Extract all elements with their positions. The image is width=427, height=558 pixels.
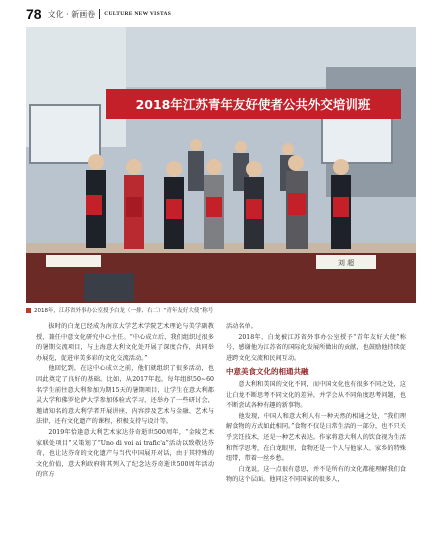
event-photo xyxy=(26,27,416,303)
table-sign-left xyxy=(46,255,101,267)
caption-bullet xyxy=(26,308,31,313)
paragraph: 意大利和美国的文化不同，而中国文化也有很多不同之处，这让白龙不断思考不同文化的差异，并学会从不同角度思考问题，也不断尝试各种有趣的新事物。 xyxy=(226,380,406,410)
header-divider xyxy=(99,9,100,19)
left-column xyxy=(36,322,214,481)
photo-scene xyxy=(26,27,416,303)
page-number: 78 xyxy=(26,6,42,22)
paragraph: 活动名单。 xyxy=(226,323,257,330)
projection-screen-left xyxy=(30,105,100,163)
right-column xyxy=(226,322,406,486)
paragraph: 2018年，白龙被江苏省外事办公室授予“青年友好大使”称号，感谢他为江苏省的国际化发展所做出的贡献，也鼓励他持续促进跨文化交流和民间互动。 xyxy=(226,333,406,362)
paragraph: 拔时的白龙已经成为南京大学艺术学院艺术理论与美学副教授，兼任中意文化研究中心主任。“中心成立后，我们组织过很多的暑期交流项目，与上海意大利文化处开展了深度合作，共同举办展览，促进审美多彩的文化交流活动。” xyxy=(36,323,214,362)
page-header xyxy=(26,4,407,24)
table-sign-text: 刘 超 xyxy=(337,259,355,267)
section-title: 文化 · 新画卷 xyxy=(47,9,96,19)
paragraph: 他回忆到，在这中心成立之前，他们就组织了很多活动，也因此奠定了良好的基础。比如，从2017年起，每年组织50~60名学生前往意大利参加为期15天的暑期项目，让学生在意大利都灵大学和佛罗伦萨大学参加体验式学习，还举办了一些研讨会，邀请知名的意大利学者开展讲座，内容涉及艺术与金融、艺术与法律，还有文化遗产的课程，积极支持与设计等。 xyxy=(36,365,214,426)
section-heading: 中意美食文化的相通共融 xyxy=(226,367,309,377)
paragraph: 白龙说，这一点很有意思，并不是所有的文化都能理解我们食物的这个层面。他同这不同国家的很多人， xyxy=(226,465,406,484)
paragraph: 他发现，中国人和意大利人有一种天然的相通之处，“我们理解食物的方式如此相同。”食物不仅是日常生活的一部分，也不只关乎烹饪技术，还是一种艺术表达。作家将意大利人的饮食视为生活和哲学思考，在白龙眼里，食物还是一个人与他家人、家乡的特殊纽带，带着一丝乡愁。 xyxy=(226,412,406,463)
paragraph: 2019年恰逢意大利艺术家达芬奇逝世500周年，“金陵艺术家联处项目”又策划了“Uno di voi ai trafic'a”活动以致敬达芬奇，也让达芬奇的文化遗产与当代中国展开对话，由于其特殊的文化价值，意大利政府将其列入了纪念达芬奇逝世500周年活动的官方 xyxy=(36,428,214,479)
laptop xyxy=(84,273,134,301)
photo-caption xyxy=(26,306,416,314)
banner-text: 2018年江苏青年友好使者公共外交培训班 xyxy=(135,97,371,112)
caption-text: 2018年，江苏省外事办公室授予白龙（一排、右二）“青年友好大使”称号 xyxy=(34,308,214,314)
magazine-brand: CULTURE NEW VISTAS xyxy=(104,11,172,17)
